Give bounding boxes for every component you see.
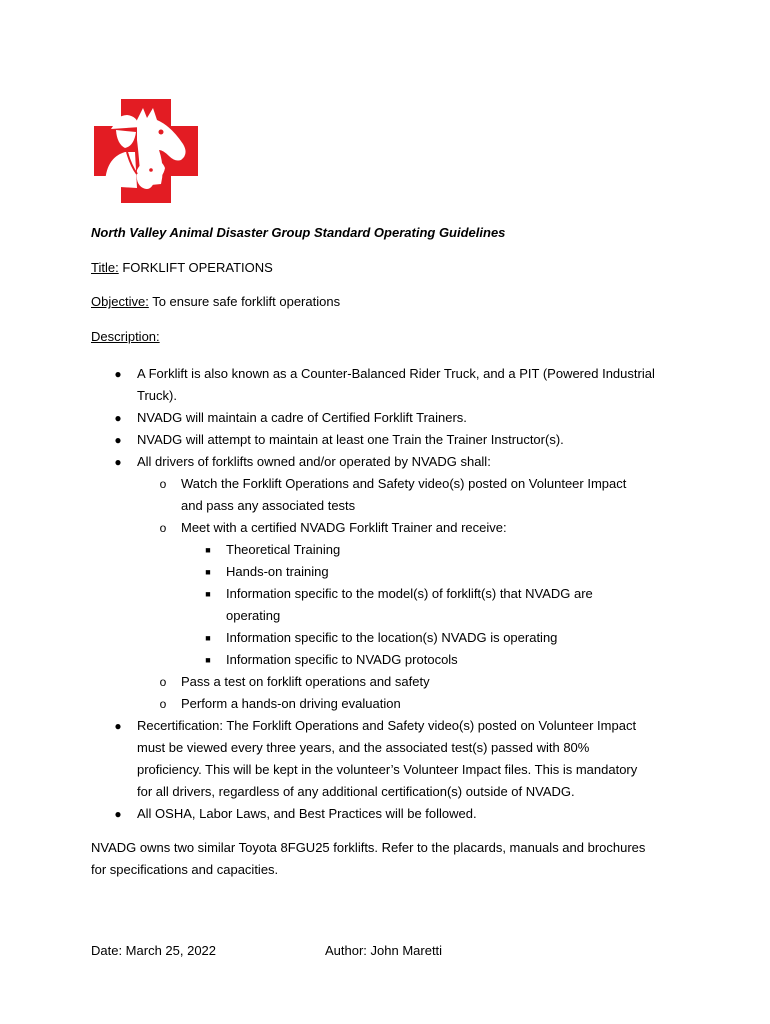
bullet-icon: ● — [114, 719, 122, 733]
square-bullet-icon: ■ — [205, 633, 211, 643]
sub-list-item-line: Pass a test on forklift operations and safety — [181, 674, 430, 689]
list-item-line: for all drivers, regardless of any additional certification(s) outside of NVADG. — [137, 784, 575, 799]
sub-list-item-line: and pass any associated tests — [181, 498, 356, 513]
list-item-line: NVADG will attempt to maintain at least one Train the Trainer Instructor(s). — [137, 432, 564, 447]
title-line — [91, 259, 273, 277]
document-heading: North Valley Animal Disaster Group Standard Operating Guidelines — [91, 225, 506, 240]
list-item-line: Recertification: The Forklift Operations and Safety video(s) posted on Volunteer Impact — [137, 718, 637, 733]
sub-bullet-icon: o — [159, 521, 167, 535]
sub-sub-list-item-line: Information specific to the model(s) of forklift(s) that NVADG are — [226, 586, 593, 601]
nvadg-logo-icon — [91, 96, 201, 206]
sub-sub-list-item-line: Hands-on training — [226, 564, 329, 579]
list-item-line: must be viewed every three years, and the associated test(s) passed with 80% — [137, 740, 590, 755]
footer-date: Date: March 25, 2022 — [91, 943, 217, 958]
list-item-line: All OSHA, Labor Laws, and Best Practices will be followed. — [137, 806, 477, 821]
bullet-icon: ● — [114, 411, 122, 425]
square-bullet-icon: ■ — [205, 589, 211, 599]
bullet-icon: ● — [114, 807, 122, 821]
sub-bullet-icon: o — [159, 697, 167, 711]
objective-label: Objective: — [91, 294, 149, 309]
closing-paragraph-line: for specifications and capacities. — [91, 862, 279, 877]
sub-bullet-icon: o — [159, 675, 167, 689]
list-item-line: NVADG will maintain a cadre of Certified Forklift Trainers. — [137, 410, 467, 425]
sub-sub-list-item-line: Information specific to NVADG protocols — [226, 652, 458, 667]
square-bullet-icon: ■ — [205, 655, 211, 665]
sub-sub-list-item-line: Theoretical Training — [226, 542, 341, 557]
sub-list-item-line: Watch the Forklift Operations and Safety video(s) posted on Volunteer Impact — [181, 476, 627, 491]
square-bullet-icon: ■ — [205, 567, 211, 577]
sub-sub-list-item-line: operating — [226, 608, 281, 623]
title-label: Title: — [91, 260, 119, 275]
description-label: Description: — [91, 329, 160, 344]
sub-bullet-icon: o — [159, 477, 167, 491]
square-bullet-icon: ■ — [205, 545, 211, 555]
sub-list-item-line: Meet with a certified NVADG Forklift Trainer and receive: — [181, 520, 507, 535]
bullet-icon: ● — [114, 367, 122, 381]
objective-line — [91, 293, 340, 311]
closing-paragraph-line: NVADG owns two similar Toyota 8FGU25 forklifts. Refer to the placards, manuals and brochures — [91, 840, 646, 855]
list-item-line: All drivers of forklifts owned and/or operated by NVADG shall: — [137, 454, 491, 469]
sub-sub-list-item-line: Information specific to the location(s) NVADG is operating — [226, 630, 558, 645]
bullet-icon: ● — [114, 455, 122, 469]
list-item-line: proficiency. This will be kept in the volunteer’s Volunteer Impact files. This is mandatory — [137, 762, 638, 777]
sub-list-item-line: Perform a hands-on driving evaluation — [181, 696, 401, 711]
footer-author: Author: John Maretti — [325, 943, 443, 958]
list-item-line: Truck). — [137, 388, 177, 403]
list-item-line: A Forklift is also known as a Counter-Balanced Rider Truck, and a PIT (Powered Industrial — [137, 366, 655, 381]
title-value: FORKLIFT OPERATIONS — [118, 260, 273, 275]
bullet-icon: ● — [114, 433, 122, 447]
objective-value: To ensure safe forklift operations — [148, 294, 341, 309]
